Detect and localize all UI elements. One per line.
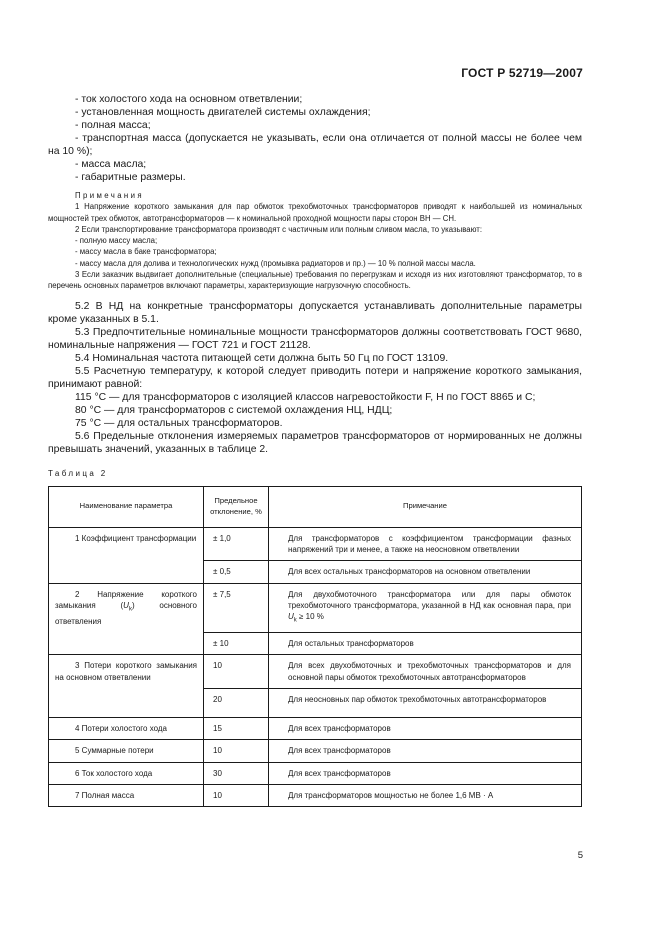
note-text: Для всех трансформаторов: [269, 762, 582, 784]
param-name: [49, 740, 204, 762]
deviation-value: ± 0,5: [204, 561, 269, 583]
param-name: [49, 655, 204, 718]
header-deviation-line2: отклонение, %: [210, 506, 262, 516]
param-name: [49, 784, 204, 806]
clause-paragraph: 80 °С — для трансформаторов с системой охлаждения НЦ, НДЦ;: [75, 404, 393, 416]
document-header: ГОСТ Р 52719—2007: [461, 66, 583, 80]
note-text: Для трансформаторов мощностью не более 1,6 МВ · А: [269, 784, 582, 806]
note-text: Для всех трансформаторов: [269, 717, 582, 739]
note-part: Для двухобмоточного трансформатора или для пары обмоток трехобмоточного трансформатора, указанной в НД как основная пара, при: [288, 589, 571, 610]
note-item: 3 Если заказчик выдвигает дополнительные (специальные) требования по перегрузкам и исходя из них изготовляют трансформатор, то в перечень основных параметров включают параметры, характеризующие нагрузочную способность.: [48, 270, 582, 291]
param-name-part: 2 Напряжение короткого замыкания (: [55, 589, 197, 610]
header-deviation: [204, 486, 269, 527]
notes-title: Примечания: [75, 191, 145, 200]
param-name-text: 3 Потери короткого замыкания на основном ответвлении: [55, 661, 197, 682]
clause-paragraph: 75 °С — для остальных трансформаторов.: [75, 417, 283, 429]
param-name: [49, 762, 204, 784]
param-name: [49, 583, 204, 655]
param-name-text: 6 Ток холостого хода: [75, 768, 153, 778]
table-header-row: [49, 486, 582, 527]
parameter-list: [48, 93, 582, 184]
table-row: [49, 583, 582, 632]
header-note: Примечание: [269, 486, 582, 527]
header-deviation-line1: Предельное: [214, 495, 258, 505]
clauses: [48, 300, 582, 456]
list-item: - ток холостого хода на основном ответвлении;: [75, 94, 303, 105]
symbol-subscript: k: [293, 617, 297, 624]
note-part: ≥ 10 %: [296, 612, 324, 622]
symbol-subscript: k: [128, 606, 132, 613]
note-item: - полную массу масла;: [75, 236, 158, 246]
deviation-value: ± 1,0: [204, 527, 269, 561]
table-row: [49, 655, 582, 689]
param-name: [49, 527, 204, 583]
clause-paragraph: 5.6 Предельные отклонения измеряемых параметров трансформаторов от нормированных не должны превышать значений, указанных в таблице 2.: [48, 430, 582, 455]
clause-paragraph: 5.2 В НД на конкретные трансформаторы допускается устанавливать дополнительные параметры кроме указанных в 5.1.: [48, 300, 582, 325]
note-item: 1 Напряжение короткого замыкания для пар обмоток трехобмоточных трансформаторов приводят к наибольшей из номинальных мощностей трех обмоток, автотрансформаторов — к номинальной проходной мощности пары сторон ВН — СН.: [48, 202, 582, 223]
table-row: [49, 762, 582, 784]
table-row: [49, 717, 582, 739]
symbol-u: U: [123, 600, 129, 610]
list-item: - габаритные размеры.: [75, 172, 186, 183]
notes-block: [48, 190, 582, 292]
param-name-text: 5 Суммарные потери: [75, 746, 154, 756]
clause-paragraph: 115 °С — для трансформаторов с изоляцией классов нагревостойкости F, Н по ГОСТ 8865 и С;: [75, 391, 536, 403]
clause-paragraph: 5.3 Предпочтительные номинальные мощности трансформаторов должны соответствовать ГОСТ 9680, номинальные напряжения — ГОСТ 721 и ГОСТ 21128.: [48, 326, 582, 351]
note-text: Для неосновных пар обмоток трехобмоточных автотрансформаторов: [269, 688, 582, 717]
deviation-value: ± 10: [204, 633, 269, 655]
deviation-value: 15: [204, 717, 269, 739]
table-row: [49, 784, 582, 806]
deviation-value: 30: [204, 762, 269, 784]
table-row: [49, 527, 582, 561]
deviation-table: [48, 486, 582, 807]
note-text: Для трансформаторов с коэффициентом трансформации фазных напряжений три и менее, а также на неосновном ответвлении: [269, 527, 582, 561]
list-item: - установленная мощность двигателей системы охлаждения;: [75, 107, 371, 118]
deviation-value: 10: [204, 784, 269, 806]
list-item: - масса масла;: [75, 159, 147, 170]
clause-paragraph: 5.4 Номинальная частота питающей сети должна быть 50 Гц по ГОСТ 13109.: [75, 352, 449, 364]
param-name: [49, 717, 204, 739]
note-text: Для всех остальных трансформаторов на основном ответвлении: [269, 561, 582, 583]
clause-paragraph: 5.5 Расчетную температуру, к которой следует приводить потери и напряжение короткого замыкания, принимают равной:: [48, 365, 582, 390]
note-text: Для всех трансформаторов: [269, 740, 582, 762]
deviation-value: 20: [204, 688, 269, 717]
header-name: Наименование параметра: [49, 486, 204, 527]
param-name-text: 7 Полная масса: [75, 790, 135, 800]
note-item: - массу масла для долива и технологических нужд (промывка радиаторов и пр.) — 10 % полной массы масла.: [75, 258, 476, 268]
list-item: - полная масса;: [75, 120, 151, 131]
param-name-text: 1 Коэффициент трансформации: [75, 533, 197, 543]
deviation-value: 10: [204, 655, 269, 689]
param-name-text: 4 Потери холостого хода: [75, 723, 167, 733]
table-caption: Таблица 2: [48, 468, 108, 478]
param-name-part: ) основного ответвления: [55, 600, 197, 626]
param-name-text: [55, 589, 197, 627]
note-item: - массу масла в баке трансформатора;: [75, 247, 217, 257]
page-number: 5: [577, 850, 583, 861]
deviation-value: 10: [204, 740, 269, 762]
note-text: [269, 583, 582, 632]
table-row: [49, 740, 582, 762]
note-text: Для всех двухобмоточных и трехобмоточных трансформаторов и для основной пары обмоток трехобмоточных автотрансформаторов: [269, 655, 582, 689]
deviation-value: ± 7,5: [204, 583, 269, 632]
symbol-u: U: [288, 612, 294, 622]
list-item: - транспортная масса (допускается не указывать, если она отличается от полной массы не более чем на 10 %);: [48, 133, 582, 157]
page-content: [48, 93, 582, 807]
note-item: 2 Если транспортирование трансформатора производят с частичным или полным сливом масла, то указывают:: [75, 224, 482, 234]
note-text: Для остальных трансформаторов: [269, 633, 582, 655]
